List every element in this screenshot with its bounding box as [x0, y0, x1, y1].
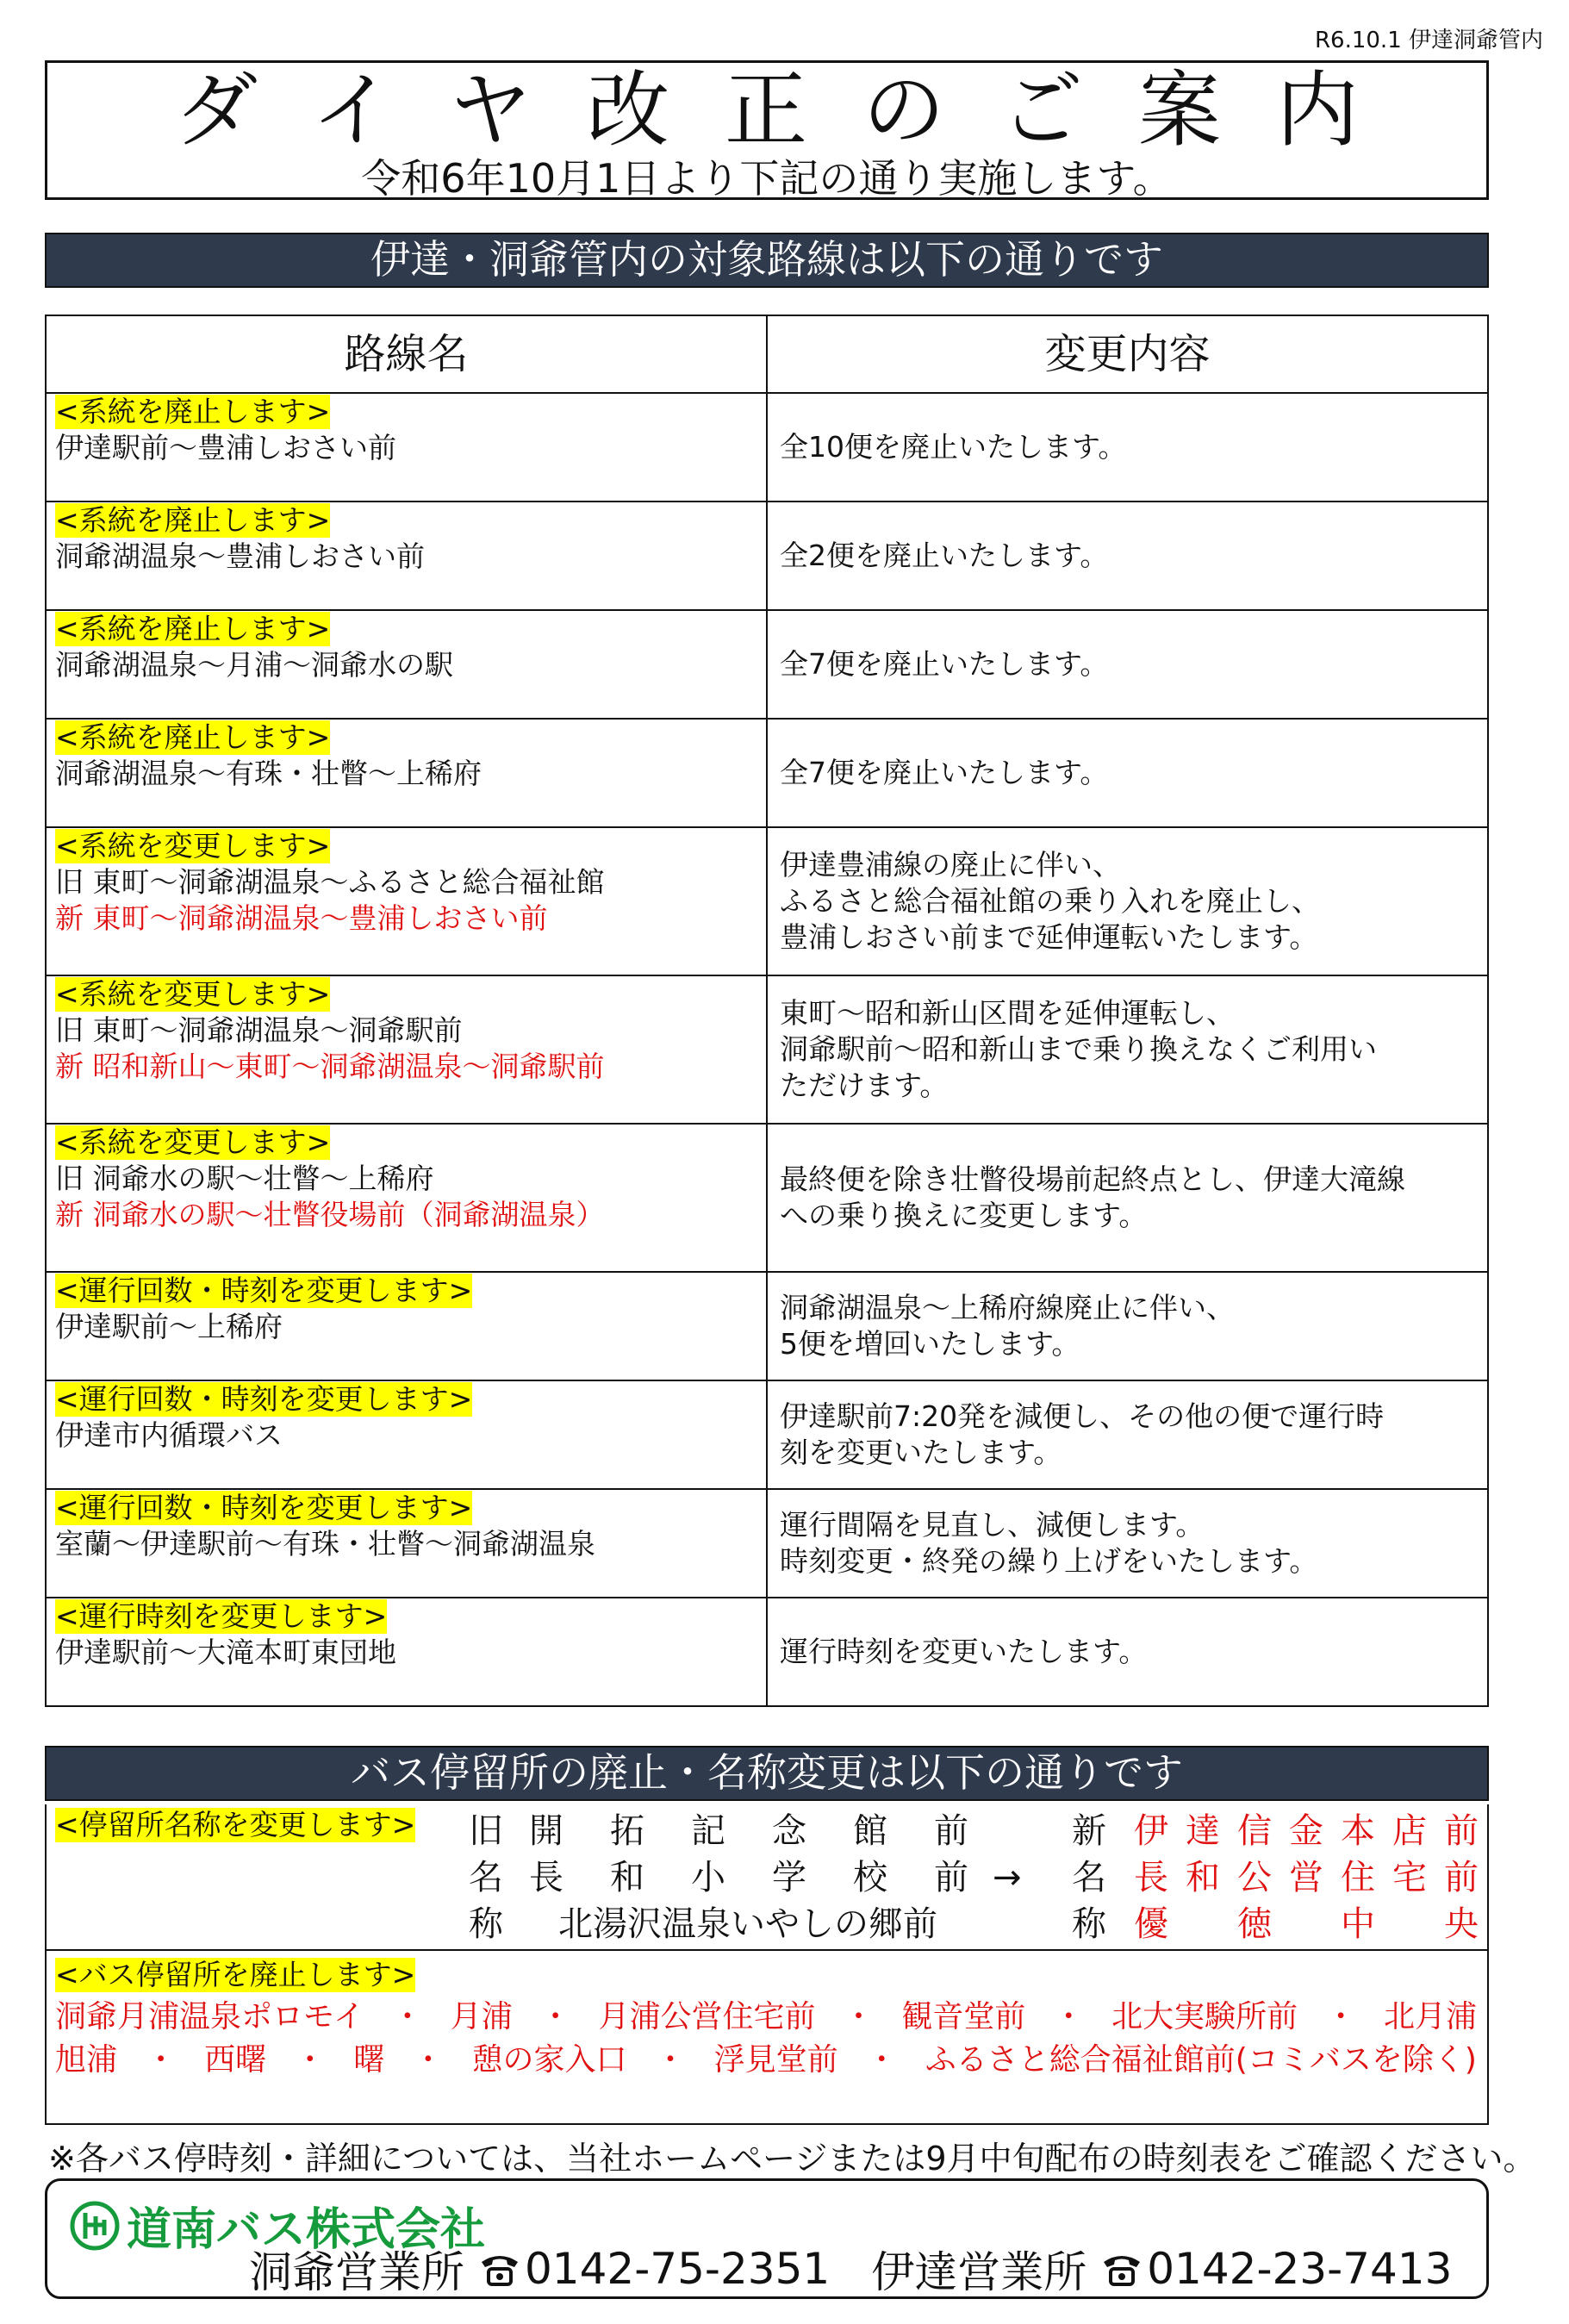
new-route-name: 新 洞爺水の駅～壮瞥役場前（洞爺湖温泉）: [55, 1198, 605, 1231]
abolished-stop: 月浦: [450, 1999, 513, 2034]
separator: ・: [655, 2042, 687, 2078]
route-cell: [46, 502, 767, 610]
description-line: 運行間隔を見直し、減便します。: [780, 1508, 1205, 1542]
description-line: 全10便を廃止いたします。: [780, 430, 1127, 464]
arrow-icon: →: [993, 1858, 1022, 1897]
section1-heading: 伊達・洞爺管内の対象路線は以下の通りです: [45, 233, 1489, 288]
change-description: [767, 975, 1488, 1124]
abolished-stop: ふるさと総合福祉館前(コミバスを除く): [925, 2042, 1477, 2078]
abolished-stop: 旭浦: [55, 2042, 118, 2078]
table-row: [46, 1124, 1488, 1272]
old-stop-name: 北湯沢温泉いやしの郷前: [558, 1904, 937, 1944]
table-row: [46, 610, 1488, 719]
change-type-tag: <系統を廃止します>: [55, 720, 331, 754]
table-row: [46, 1489, 1488, 1598]
description-line: 最終便を除き壮瞥役場前起終点とし、伊達大滝線: [780, 1162, 1405, 1196]
contact-line: [249, 2238, 1493, 2300]
rename-section: [47, 1804, 1487, 1951]
office-name: 伊達営業所: [871, 2247, 1087, 2297]
route-name: 伊達駅前～豊浦しおさい前: [55, 431, 396, 464]
table-row: [46, 1380, 1488, 1489]
phone-icon: [478, 2250, 521, 2288]
description-line: 豊浦しおさい前まで延伸運転いたします。: [780, 920, 1318, 954]
route-cell: [46, 719, 767, 827]
route-name: 旧 洞爺水の駅～壮瞥～上稀府: [55, 1162, 434, 1195]
route-name: 伊達駅前～上稀府: [55, 1310, 283, 1343]
change-type-tag: <系統を廃止します>: [55, 395, 331, 428]
column-header-change: 変更内容: [767, 315, 1488, 393]
company-box: [45, 2178, 1489, 2299]
description-line: への乗り換えに変更します。: [780, 1199, 1148, 1232]
route-cell: [46, 1598, 767, 1706]
route-cell: [46, 1380, 767, 1489]
change-description: [767, 1124, 1488, 1272]
separator: ・: [294, 2042, 326, 2078]
section2-heading: バス停留所の廃止・名称変更は以下の通りです: [45, 1746, 1489, 1801]
abolished-stop: 北大実験所前: [1111, 1999, 1298, 2034]
route-name: 洞爺湖温泉～有珠・壮瞥～上稀府: [55, 757, 482, 790]
route-table: [45, 315, 1489, 1707]
office-name: 洞爺営業所: [249, 2247, 464, 2297]
abolished-stop: 西曙: [204, 2042, 267, 2078]
route-name: 旧 東町～洞爺湖温泉～ふるさと総合福祉館: [55, 865, 605, 899]
change-description: [767, 393, 1488, 502]
change-description: [767, 1272, 1488, 1380]
abolished-stop: 洞爺月浦温泉ポロモイ: [55, 1999, 364, 2034]
abolished-stop-list: [55, 1996, 1477, 2082]
separator: ・: [145, 2042, 177, 2078]
document-reference: R6.10.1 伊達洞爺管内: [1314, 28, 1543, 53]
route-name: 洞爺湖温泉～豊浦しおさい前: [55, 539, 425, 573]
change-type-tag: <系統を変更します>: [55, 829, 331, 863]
route-cell: [46, 975, 767, 1124]
separator: ・: [412, 2042, 444, 2078]
abolished-stop: 観音堂前: [901, 1999, 1026, 2034]
abolished-stop: 月浦公営住宅前: [598, 1999, 816, 2034]
office-phone[interactable]: 0142-23-7413: [1147, 2244, 1453, 2294]
page-title: ダイヤ改正のご案内: [174, 62, 1415, 159]
description-line: 全7便を廃止いたします。: [780, 647, 1109, 681]
change-description: [767, 1380, 1488, 1489]
separator: ・: [539, 1999, 571, 2034]
separator: ・: [1325, 1999, 1357, 2034]
change-description: [767, 719, 1488, 827]
description-line: 伊達豊浦線の廃止に伴い、: [780, 848, 1121, 882]
change-type-tag: <運行回数・時刻を変更します>: [55, 1491, 473, 1524]
rename-tag: <停留所名称を変更します>: [55, 1808, 416, 1841]
old-stop-name: 長 和 小 学 校 前: [529, 1858, 968, 1897]
table-row: [46, 975, 1488, 1124]
page-subtitle: 令和6年10月1日より下記の通り実施します。: [361, 155, 1173, 202]
abolished-stop: 北月浦: [1383, 1999, 1477, 2034]
title-box: [45, 60, 1489, 200]
new-stop-name: 伊 達 信 金 本 店 前: [1134, 1811, 1479, 1851]
description-line: 時刻変更・終発の繰り上げをいたします。: [780, 1544, 1318, 1578]
route-cell: [46, 1272, 767, 1380]
description-line: ふるさと総合福祉館の乗り入れを廃止し、: [780, 884, 1320, 918]
stop-change-box: [45, 1804, 1489, 2125]
description-line: 東町～昭和新山区間を延伸運転し、: [780, 996, 1235, 1030]
description-line: 全7便を廃止いたします。: [780, 756, 1109, 789]
abolished-stop: 浮見堂前: [713, 2042, 838, 2078]
change-type-tag: <運行回数・時刻を変更します>: [55, 1382, 473, 1416]
separator: ・: [843, 1999, 875, 2034]
new-route-name: 新 昭和新山～東町～洞爺湖温泉～洞爺駅前: [55, 1050, 605, 1083]
new-name-label: 新 名 称: [1072, 1811, 1106, 1944]
phone-icon: [1100, 2250, 1143, 2288]
table-row: [46, 393, 1488, 502]
abolished-stop: 曙: [353, 2042, 385, 2078]
separator: ・: [866, 2042, 898, 2078]
change-description: [767, 827, 1488, 975]
table-row: [46, 1598, 1488, 1706]
footnote: ※各バス停時刻・詳細については、当社ホームページまたは9月中旬配布の時刻表をご確認ください。: [48, 2140, 1536, 2178]
change-type-tag: <系統を廃止します>: [55, 503, 331, 537]
table-row: [46, 827, 1488, 975]
separator: ・: [391, 1999, 423, 2034]
change-description: [767, 1489, 1488, 1598]
separator: ・: [1053, 1999, 1085, 2034]
office-phone[interactable]: 0142-75-2351: [525, 2244, 831, 2294]
route-name: 洞爺湖温泉～月浦～洞爺水の駅: [55, 648, 453, 682]
route-name: 旧 東町～洞爺湖温泉～洞爺駅前: [55, 1013, 463, 1047]
change-type-tag: <系統を廃止します>: [55, 612, 331, 645]
table-row: [46, 719, 1488, 827]
route-cell: [46, 1124, 767, 1272]
change-description: [767, 1598, 1488, 1706]
description-line: 洞爺駅前～昭和新山まで乗り換えなくご利用い: [780, 1032, 1377, 1066]
company-logo-icon: [70, 2201, 120, 2251]
new-route-name: 新 東町～洞爺湖温泉～豊浦しおさい前: [55, 901, 548, 935]
abolished-stop-line: [55, 1996, 1477, 2039]
route-cell: [46, 827, 767, 975]
route-cell: [46, 393, 767, 502]
abolished-stop: 憩の家入口: [471, 2042, 627, 2078]
route-name: 室蘭～伊達駅前～有珠・壮瞥～洞爺湖温泉: [55, 1527, 595, 1561]
description-line: 5便を増回いたします。: [780, 1327, 1080, 1361]
table-row: [46, 502, 1488, 610]
route-cell: [46, 1489, 767, 1598]
new-stop-name: 長 和 公 営 住 宅 前: [1134, 1858, 1479, 1897]
route-name: 伊達市内循環バス: [55, 1418, 283, 1452]
description-line: 伊達駅前7:20発を減便し、その他の便で運行時: [780, 1399, 1385, 1433]
new-stop-name: 優 徳 中 央: [1134, 1904, 1479, 1944]
change-type-tag: <系統を変更します>: [55, 1125, 331, 1159]
description-line: 洞爺湖温泉～上稀府線廃止に伴い、: [780, 1291, 1235, 1324]
table-row: [46, 1272, 1488, 1380]
description-line: 運行時刻を変更いたします。: [780, 1635, 1148, 1668]
route-cell: [46, 610, 767, 719]
company-name: 道南バス株式会社: [127, 2204, 486, 2256]
new-stop-names: [1134, 1808, 1479, 1947]
old-stop-names: [529, 1808, 968, 1947]
description-line: 全2便を廃止いたします。: [780, 539, 1109, 572]
old-name-label: 旧 名 称: [469, 1811, 503, 1944]
change-type-tag: <運行回数・時刻を変更します>: [55, 1274, 473, 1307]
change-type-tag: <系統を変更します>: [55, 977, 331, 1011]
abolish-tag: <バス停留所を廃止します>: [55, 1958, 416, 1991]
description-line: ただけます。: [780, 1069, 949, 1102]
abolished-stop-line: [55, 2039, 1477, 2082]
route-name: 伊達駅前～大滝本町東団地: [55, 1636, 396, 1669]
change-type-tag: <運行時刻を変更します>: [55, 1599, 388, 1633]
change-description: [767, 610, 1488, 719]
column-header-route: 路線名: [46, 315, 767, 393]
old-stop-name: 開 拓 記 念 館 前: [529, 1811, 968, 1851]
description-line: 刻を変更いたします。: [780, 1436, 1062, 1469]
change-description: [767, 502, 1488, 610]
